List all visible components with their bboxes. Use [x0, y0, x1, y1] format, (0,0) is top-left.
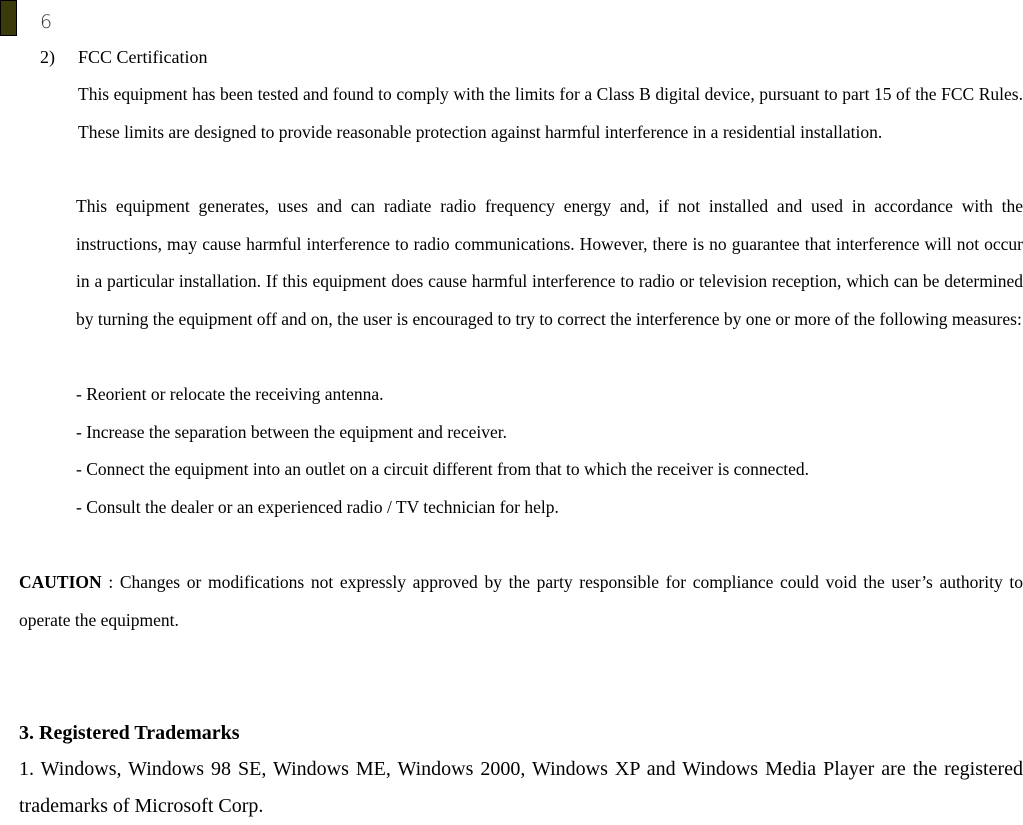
list-item: - Consult the dealer or an experienced radio / TV technician for help.: [76, 496, 559, 517]
list-item: - Connect the equipment into an outlet on a circuit different from that to which the receiver is connected.: [76, 459, 809, 480]
trademarks-text: 1. Windows, Windows 98 SE, Windows ME, Windows 2000, Windows XP and Windows Media Player are the registered trademarks of Microsoft Corp.: [19, 758, 1023, 817]
caution-label: CAUTION: [19, 572, 102, 592]
fcc-section-number: 2): [40, 47, 55, 67]
fcc-section-title: FCC Certification: [78, 47, 208, 67]
measures-list: [76, 376, 809, 526]
caution-notice: [19, 564, 1023, 639]
list-item: - Increase the separation between the equipment and receiver.: [76, 421, 507, 442]
list-item: - Reorient or relocate the receiving antenna.: [76, 384, 384, 404]
trademarks-heading: 3. Registered Trademarks: [19, 722, 240, 744]
fcc-paragraph-interference: This equipment generates, uses and can radiate radio frequency energy and, if not installed and used in accordance with the instructions, may cause harmful interference to radio communications. However, there is no guarantee that interference will not occur in a particular installation. If this equipment does cause harmful interference to radio or television reception, which can be determined by turning the equipment off and on, the user is encouraged to try to correct the interference by one or more of the following measures:: [76, 196, 1023, 329]
page-marker: [0, 0, 17, 36]
fcc-paragraph-compliance: This equipment has been tested and found to comply with the limits for a Class B digital device, pursuant to part 15 of the FCC Rules. These limits are designed to provide reasonable protection against harmful interference in a residential installation.: [78, 84, 1023, 142]
caution-text: : Changes or modifications not expressly approved by the party responsible for compliance could void the user’s authority to operate the equipment.: [19, 572, 1023, 630]
page-number: 6: [40, 11, 53, 33]
